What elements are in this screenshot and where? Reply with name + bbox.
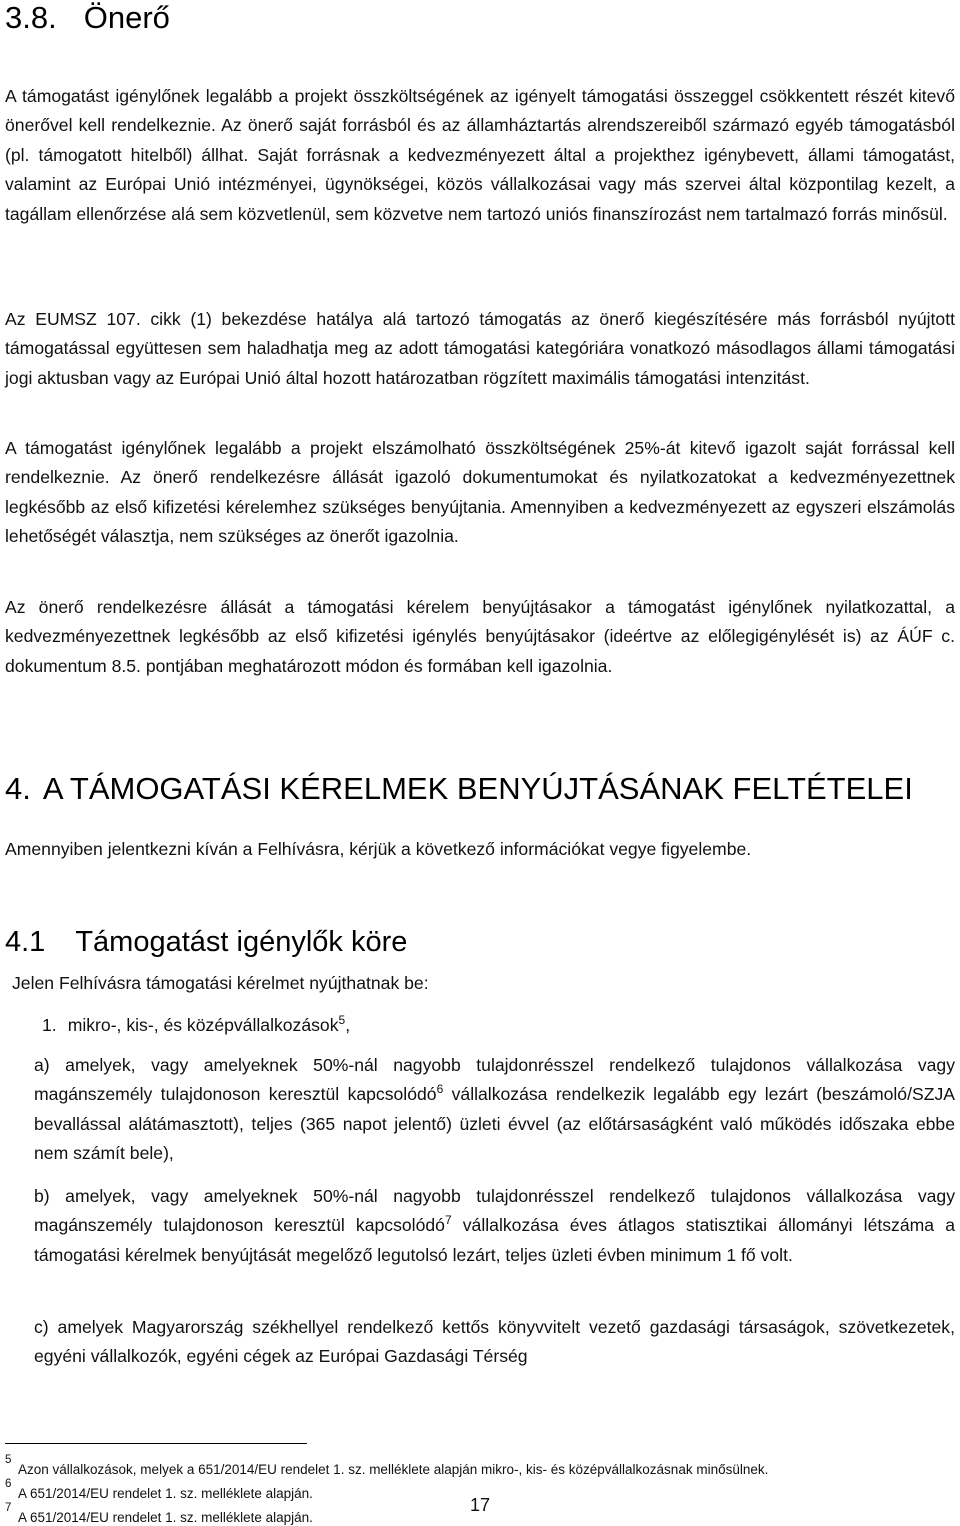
sub-item-b-text-cont: vállalkozása éves átlagos statisztikai állományi létszáma a támogatási kérelmek benyújtását megelőző legutolsó lezárt, teljes üzleti évben minimum 1 fő volt. (34, 1215, 955, 1265)
section-number: 4.1 (5, 926, 46, 958)
page-number: 17 (469, 1495, 491, 1515)
sub-item-b-text: b) amelyek, vagy amelyeknek 50%-nál nagyobb tulajdonrésszel rendelkező tulajdonos vállalkozása vagy magánszemély tulajdonoson keresztül kapcsolódó (34, 1186, 955, 1236)
paragraph-25-percent: A támogatást igénylőnek legalább a projekt elszámolható összköltségének 25%-át kitevő igazolt saját forrással kell rendelkeznie. Az önerő rendelkezésre állását igazoló dokumentumokat és nyilatkozatokat a kedvezményezettnek legkésőbb az első kifizetési kérelemhez szükséges benyújtania. Amennyiben a kedvezményezett az egyszeri elszámolás lehetőségét választja, nem szükséges az önerőt igazolnia. (5, 438, 955, 547)
footnote-divider (5, 1443, 307, 1444)
footnote-text: A 651/2014/EU rendelet 1. sz. melléklete alapján. (18, 1486, 313, 1501)
sub-item-b (34, 1182, 955, 1270)
list-item-text: mikro-, kis-, és középvállalkozások (67, 1015, 339, 1035)
footnote-text: A 651/2014/EU rendelet 1. sz. melléklete alapján. (18, 1510, 313, 1525)
section-4-1-lead: Jelen Felhívásra támogatási kérelmet nyújthatnak be: (12, 973, 429, 993)
list-item-tail: , (345, 1015, 351, 1035)
footnote-ref-5: 5 (338, 1013, 346, 1028)
section-number: 3.8. (5, 0, 57, 35)
footnote-text: Azon vállalkozások, melyek a 651/2014/EU rendelet 1. sz. melléklete alapján mikro-, kis- és középvállalkozásnak minősülnek. (18, 1462, 769, 1477)
section-title: Önerő (83, 0, 170, 35)
sub-item-c: c) amelyek Magyarország székhellyel rendelkező kettős könyvvitelt vezető gazdasági társaságok, szövetkezetek, egyéni vállalkozók, egyéni cégek az Európai Gazdasági Térség (34, 1317, 955, 1367)
footnote-ref-6: 6 (436, 1082, 444, 1097)
section-heading-4-1 (5, 925, 407, 959)
section-4-intro: Amennyiben jelentkezni kíván a Felhívásra, kérjük a következő információkat vegye figyelembe. (5, 839, 752, 859)
footnote-number: 5 (5, 1454, 12, 1466)
paragraph-onero-definition: A támogatást igénylőnek legalább a projekt összköltségének az igényelt támogatási összeggel csökkentett részét kitevő önerővel kell rendelkeznie. Az önerő saját forrásból és az államháztartás alrendszereiből származó egyéb támogatásból (pl. támogatott hitelből) állhat. Saját forrásnak a kedvezményezett által a projekthez igénybevett, állami támogatást, valamint az Európai Unió intézményei, ügynökségei, közös vállalkozásai vagy más szervei által központilag kezelt, a tagállam ellenőrzése alá sem közvetlenül, sem közvetve nem tartozó uniós finanszírozást nem tartalmazó forrás minősül. (5, 86, 955, 224)
footnote-number: 7 (5, 1502, 12, 1514)
footnote-number: 6 (5, 1478, 12, 1490)
sub-item-a (34, 1051, 955, 1169)
list-item-number: 1. (42, 1015, 57, 1035)
footnote-ref-7: 7 (444, 1213, 452, 1228)
section-title: Támogatást igénylők köre (75, 926, 408, 958)
paragraph-eumsz: Az EUMSZ 107. cikk (1) bekezdése hatálya alá tartozó támogatás az önerő kiegészítésére más forrásból nyújtott támogatással együttesen sem haladhatja meg az adott támogatási kategóriára vonatkozó másodlagos állami támogatási jogi aktusban vagy az Európai Unió által hozott határozatban rögzített maximális támogatási intenzitást. (5, 309, 955, 388)
paragraph-onero-igazolas: Az önerő rendelkezésre állását a támogatási kérelem benyújtásakor a támogatást igénylőnek nyilatkozattal, a kedvezményezettnek legkésőbb az első kifizetési igénylés benyújtásakor (ideértve az előlegigénylését is) az ÁÚF c. dokumentum 8.5. pontjában meghatározott módon és formában kell igazolnia. (5, 597, 955, 676)
section-title: A TÁMOGATÁSI KÉRELMEK BENYÚJTÁSÁNAK FELTÉTELEI (42, 771, 913, 806)
section-heading-3-8 (5, 0, 170, 36)
sub-item-a-text-cont: vállalkozása rendelkezik legalább egy lezárt (beszámoló/SZJA bevallással alátámasztott), teljes (365 napot jelentő) üzleti évvel (az előtársaságként való működés időszaka ebbe nem számít bele), (34, 1084, 955, 1164)
sub-item-a-text: a) amelyek, vagy amelyeknek 50%-nál nagyobb tulajdonrésszel rendelkező tulajdonos vállalkozása vagy magánszemély tulajdonoson keresztül kapcsolódó (34, 1055, 955, 1105)
section-number: 4. (5, 771, 31, 806)
section-heading-4 (5, 771, 913, 807)
list-item (42, 1013, 350, 1037)
